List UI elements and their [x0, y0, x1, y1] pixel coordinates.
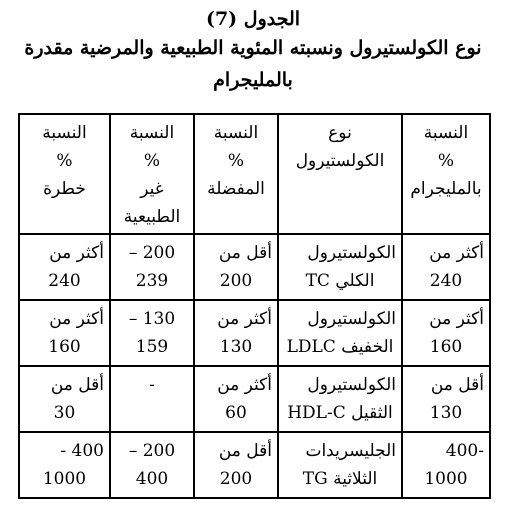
cell-preferred: أقل من 200	[194, 234, 278, 300]
cell-cholesterol-type: الكولستيرول الخفيف LDLC	[278, 300, 402, 366]
table-row	[19, 234, 490, 300]
cell-preferred: أقل من 200	[194, 432, 278, 498]
table-row	[19, 432, 490, 498]
table-caption-title-continued: بالمليجرام	[213, 69, 293, 91]
header-abnormal: النسبة % غير الطبيعية	[110, 114, 194, 234]
cell-abnormal: 200 – 400	[110, 432, 194, 498]
cell-abnormal: 200 – 239	[110, 234, 194, 300]
cell-risk: 400 - 1000	[19, 432, 110, 498]
cell-units: -400 1000	[402, 432, 490, 498]
cell-cholesterol-type: الجليسريدات الثلاثية TG	[278, 432, 402, 498]
cell-units: أقل من 130	[402, 366, 490, 432]
cholesterol-table	[18, 113, 491, 499]
cell-units: أكثر من 240	[402, 234, 490, 300]
cell-abnormal: 130 – 159	[110, 300, 194, 366]
table-caption-label: الجدول (7)	[205, 8, 301, 30]
table-header-row	[19, 114, 490, 234]
header-risk: النسبة % خطرة	[19, 114, 110, 234]
table-row	[19, 300, 490, 366]
cell-preferred: أكثر من 60	[194, 366, 278, 432]
table-caption-title: نوع الكولستيرول ونسبته المئوية الطبيعية والمرضية مقدرة	[24, 37, 482, 59]
table-row	[19, 366, 490, 432]
cell-abnormal: -	[110, 366, 194, 432]
cell-cholesterol-type: الكولستيرول الكلي TC	[278, 234, 402, 300]
header-cholesterol-type: نوع الكولستيرول	[278, 114, 402, 234]
cell-risk: أكثر من 240	[19, 234, 110, 300]
header-preferred: النسبة % المفضلة	[194, 114, 278, 234]
cell-preferred: أكثر من 130	[194, 300, 278, 366]
cell-risk: أكثر من 160	[19, 300, 110, 366]
header-units: النسبة % بالمليجرام	[402, 114, 490, 234]
cell-units: أكثر من 160	[402, 300, 490, 366]
cell-risk: أقل من 30	[19, 366, 110, 432]
cell-cholesterol-type: الكولستيرول الثقيل HDL-C	[278, 366, 402, 432]
